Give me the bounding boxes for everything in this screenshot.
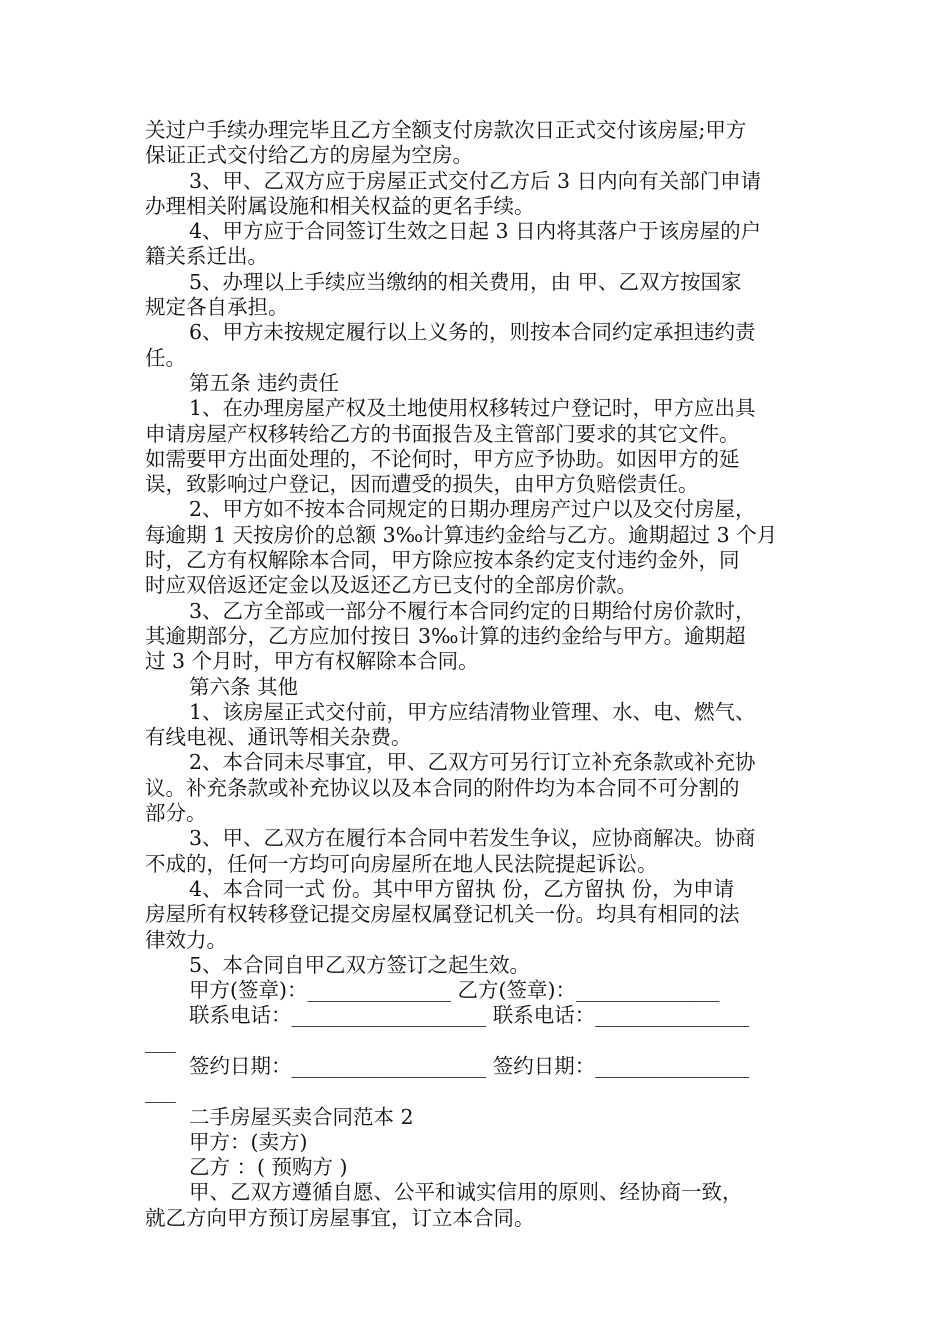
text-line: 2、本合同未尽事宜，甲、乙双方可另行订立补充条款或补充协	[189, 750, 756, 775]
text-line: 律效力。	[145, 927, 227, 952]
text-line: 就乙方向甲方预订房屋事宜，订立本合同。	[145, 1205, 535, 1230]
text-line: 3、乙方全部或一部分不履行本合同约定的日期给付房价款时，	[189, 598, 756, 623]
text-line: 5、办理以上手续应当缴纳的相关费用，由 甲、乙双方按国家	[189, 269, 742, 294]
text-line: ___	[145, 1079, 176, 1104]
text-line: 3、甲、乙双方在履行本合同中若发生争议，应协商解决。协商	[189, 826, 756, 851]
text-line: 1、该房屋正式交付前，甲方应结清物业管理、水、电、燃气、	[189, 699, 756, 724]
text-line: 议。补充条款或补充协议以及本合同的附件均为本合同不可分割的	[145, 775, 740, 800]
text-line: 误，致影响过户登记，因而遭受的损失，由甲方负赔偿责任。	[145, 472, 699, 497]
text-line: 部分。	[145, 801, 207, 826]
text-line: 关过户手续办理完毕且乙方全额支付房款次日正式交付该房屋;甲方	[145, 118, 747, 142]
text-line: 籍关系迁出。	[145, 244, 268, 269]
text-line: 过 3 个月时，甲方有权解除本合同。	[145, 649, 479, 674]
text-line: 申请房屋产权移转给乙方的书面报告及主管部门要求的其它文件。	[145, 421, 740, 446]
text-line: 3、甲、乙双方应于房屋正式交付乙方后 3 日内向有关部门申请	[189, 168, 762, 193]
document-body	[145, 118, 807, 1231]
text-line: 每逾期 1 天按房价的总额 3‰计算违约金给与乙方。逾期超过 3 个月	[145, 522, 778, 547]
text-line: 不成的，任何一方均可向房屋所在地人民法院提起诉讼。	[145, 851, 658, 876]
text-line: 4、本合同一式 份。其中甲方留执 份，乙方留执 份，为申请	[189, 876, 735, 901]
text-line: 有线电视、通讯等相关杂费。	[145, 725, 412, 750]
text-line: 房屋所有权转移登记提交房屋权属登记机关一份。均具有相同的法	[145, 902, 740, 927]
text-line: 其逾期部分，乙方应加付按日 3‰计算的违约金给与甲方。逾期超	[145, 623, 746, 648]
text-line: 甲方：(卖方)	[189, 1129, 308, 1154]
text-line: 5、本合同自甲乙双方签订之起生效。	[189, 952, 531, 977]
text-line: ___	[145, 1028, 176, 1053]
text-line: 如需要甲方出面处理的，不论何时，甲方应予协助。如因甲方的延	[145, 446, 740, 471]
text-line: 乙方 ：( 预购方 )	[189, 1155, 348, 1180]
text-line: 时，乙方有权解除本合同，甲方除应按本条约定支付违约金外，同	[145, 548, 740, 573]
text-line: 甲、乙双方遵循自愿、公平和诚实信用的原则、经协商一致，	[189, 1180, 743, 1205]
text-line: 第六条 其他	[189, 674, 299, 699]
text-line: 甲方(签章)：______________ 乙方(签章)：______________	[189, 978, 720, 1003]
text-line: 任。	[145, 345, 186, 370]
text-line: 2、甲方如不按本合同规定的日期办理房产过户以及交付房屋，	[189, 497, 756, 522]
text-line: 时应双倍返还定金以及返还乙方已支付的全部房价款。	[145, 573, 637, 598]
text-line: 4、甲方应于合同签订生效之日起 3 日内将其落户于该房屋的户	[189, 219, 762, 244]
text-line: 签约日期：___________________ 签约日期：_______________	[189, 1053, 750, 1078]
text-line: 6、甲方未按规定履行以上义务的，则按本合同约定承担违约责	[189, 320, 756, 345]
text-line: 联系电话：___________________ 联系电话：_______________	[189, 1003, 750, 1028]
text-line: 1、在办理房屋产权及土地使用权移转过户登记时，甲方应出具	[189, 396, 756, 421]
text-line: 二手房屋买卖合同范本 2	[189, 1104, 414, 1129]
text-line: 规定各自承担。	[145, 295, 289, 320]
text-line: 第五条 违约责任	[189, 370, 340, 395]
text-line: 保证正式交付给乙方的房屋为空房。	[145, 143, 473, 168]
text-line: 办理相关附属设施和相关权益的更名手续。	[145, 193, 535, 218]
